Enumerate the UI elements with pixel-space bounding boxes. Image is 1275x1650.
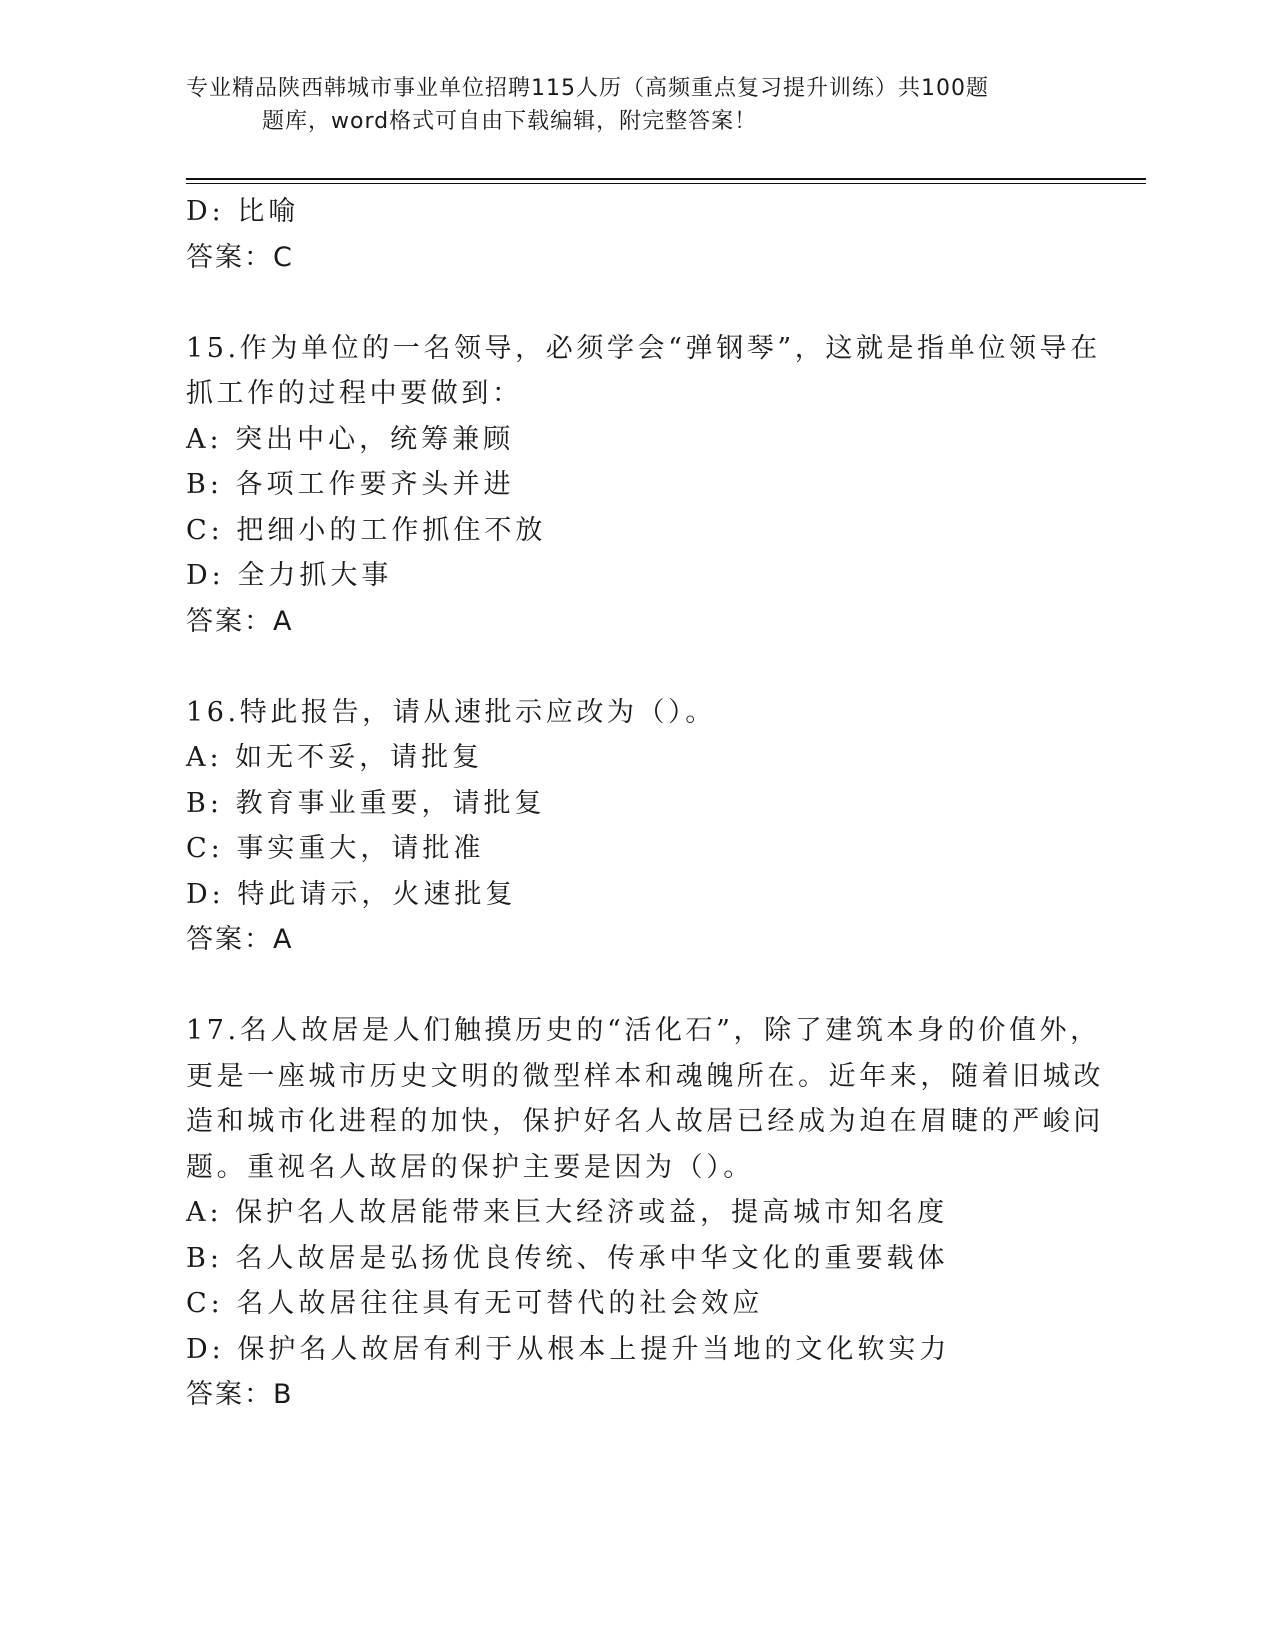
question-15: [186, 326, 1101, 645]
option-a: A: 突出中心，统筹兼顾: [186, 423, 515, 455]
answer-line: 答案：B: [186, 1379, 294, 1410]
question-stem-line: 更是一座城市历史文明的微型样本和魂魄所在。近年来，随着旧城改: [186, 1060, 1104, 1092]
option-b: B: 各项工作要齐头并进: [186, 469, 515, 500]
option-b: B: 教育事业重要，请批复: [186, 787, 546, 819]
option-b: B: 名人故居是弘扬优良传统、传承中华文化的重要载体: [186, 1242, 949, 1274]
spacer: [186, 963, 1086, 1009]
header-title-line-2: 题库，word格式可自由下载编辑，附完整答案！: [262, 109, 758, 134]
page-header: [186, 72, 1066, 138]
option-d: D: 比喻: [186, 196, 300, 227]
option-a: A: 如无不妥，请批复: [186, 742, 484, 773]
spacer: [186, 644, 1086, 690]
question-stem-line: 题。重视名人故居的保护主要是因为（）。: [186, 1151, 754, 1183]
option-d: D: 保护名人故居有利于从根本上提升当地的文化软实力: [186, 1333, 951, 1365]
question-stem-line: 抓工作的过程中要做到：: [186, 378, 523, 409]
option-d: D: 特此请示，火速批复: [186, 878, 517, 910]
question-16: [186, 690, 1086, 963]
answer-line: 答案：A: [186, 924, 294, 955]
question-stem-line: 造和城市化进程的加快，保护好名人故居已经成为迫在眉睫的严峻问: [186, 1106, 1104, 1137]
question-stem-line: 16.特此报告，请从速批示应改为（）。: [186, 696, 716, 728]
header-title-line-1: 专业精品陕西韩城市事业单位招聘115人历（高频重点复习提升训练）共100题: [186, 76, 989, 101]
option-c: C: 事实重大，请批准: [186, 833, 485, 864]
option-c: C: 把细小的工作抓住不放: [186, 514, 547, 546]
header-rule-thin: [186, 183, 1146, 184]
header-rule-thick: [186, 178, 1146, 180]
question-stem-line: 17.名人故居是人们触摸历史的“活化石”，除了建筑本身的价值外，: [186, 1015, 1101, 1046]
answer-line: 答案：C: [186, 241, 294, 273]
spacer: [186, 280, 1086, 326]
document-body: [186, 189, 1104, 1418]
answer-line: 答案：A: [186, 605, 294, 637]
question-17: [186, 1008, 1104, 1418]
question-stem-line: 15.作为单位的一名领导，必须学会“弹钢琴”，这就是指单位领导在: [186, 332, 1101, 364]
option-c: C: 名人故居往往具有无可替代的社会效应: [186, 1288, 764, 1319]
option-d: D: 全力抓大事: [186, 560, 393, 591]
option-a: A: 保护名人故居能带来巨大经济或益，提高城市知名度: [186, 1197, 949, 1228]
